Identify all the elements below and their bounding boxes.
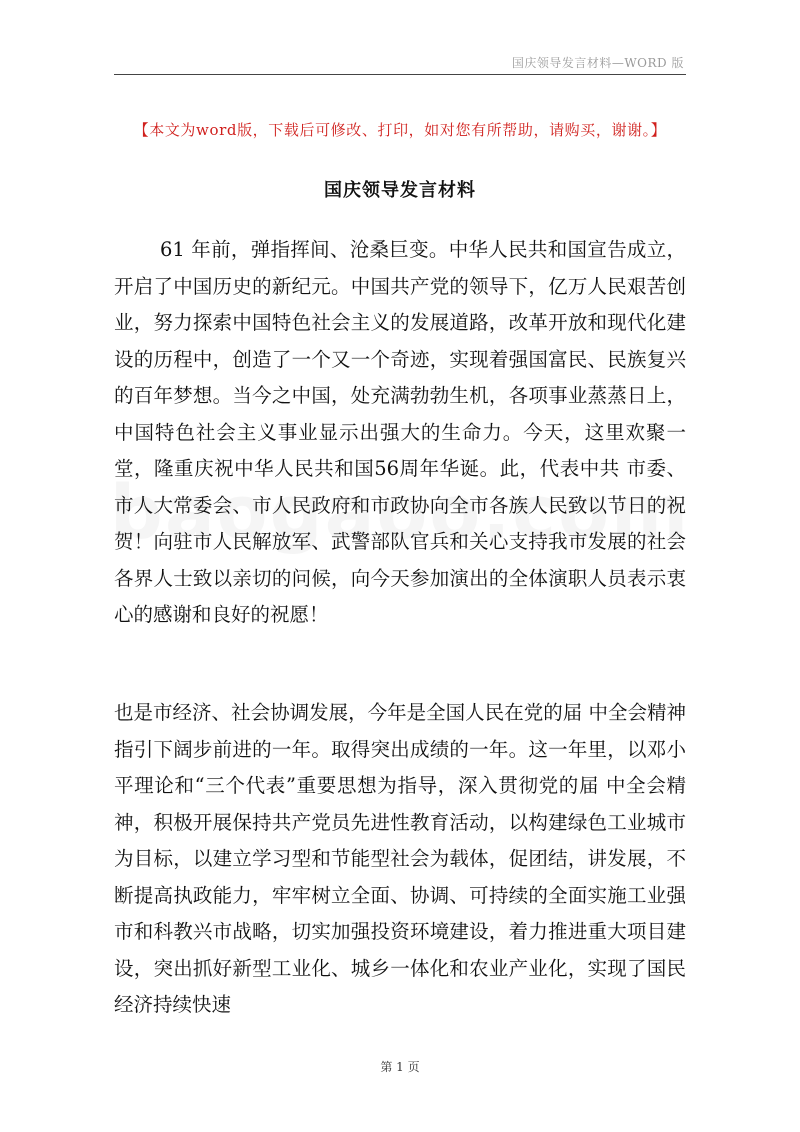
document-title: 国庆领导发言材料 xyxy=(324,180,476,201)
download-notice: 【本文为word版，下载后可修改、打印，如对您有所帮助，请购买，谢谢。】 xyxy=(133,121,667,139)
body-paragraph-2: 也是市经济、社会协调发展，今年是全国人民在党的届 中全会精神指引下阔步前进的一年。取得突出成绩的一年。这一年里，以邓小平理论和“三个代表”重要思想为指导，深入贯彻党的届 中全会精神，积极开展保持共产党员先进性教育活动，以构建绿色工业城市为目标，以建立学习型和节能型社会为载体，促团结，讲发展，不断提高执政能力，牢牢树立全面、协调、可持续的全面实施工业强市和科教兴市战略，切实加强投资环境建设，着力推进重大项目建设，突出抓好新型工业化、城乡一体化和农业产业化，实现了国民经济持续快速 xyxy=(114,701,686,1016)
body-paragraph-1: 61 年前，弹指挥间、沧桑巨变。中华人民共和国宣告成立，开启了中国历史的新纪元。中国共产党的领导下，亿万人民艰苦创业，努力探索中国特色社会主义的发展道路，改革开放和现代化建设的历程中，创造了一个又一个奇迹，实现着强国富民、民族复兴的百年梦想。当今之中国，处充满勃勃生机，各项事业蒸蒸日上，中国特色社会主义事业显示出强大的生命力。今天，这里欢聚一堂，隆重庆祝中华人民共和国56周年华诞。此，代表中共 市委、市人大常委会、市人民政府和市政协向全市各族人民致以节日的祝贺！向驻市人民解放军、武警部队官兵和关心支持我市发展的社会各界人士致以亲切的问候，向今天参加演出的全体演职人员表示衷心的感谢和良好的祝愿！ xyxy=(114,238,686,626)
page-number: 第 1 页 xyxy=(380,1060,420,1074)
header-divider xyxy=(114,74,686,75)
running-header: 国庆领导发言材料—WORD 版 xyxy=(511,56,684,70)
